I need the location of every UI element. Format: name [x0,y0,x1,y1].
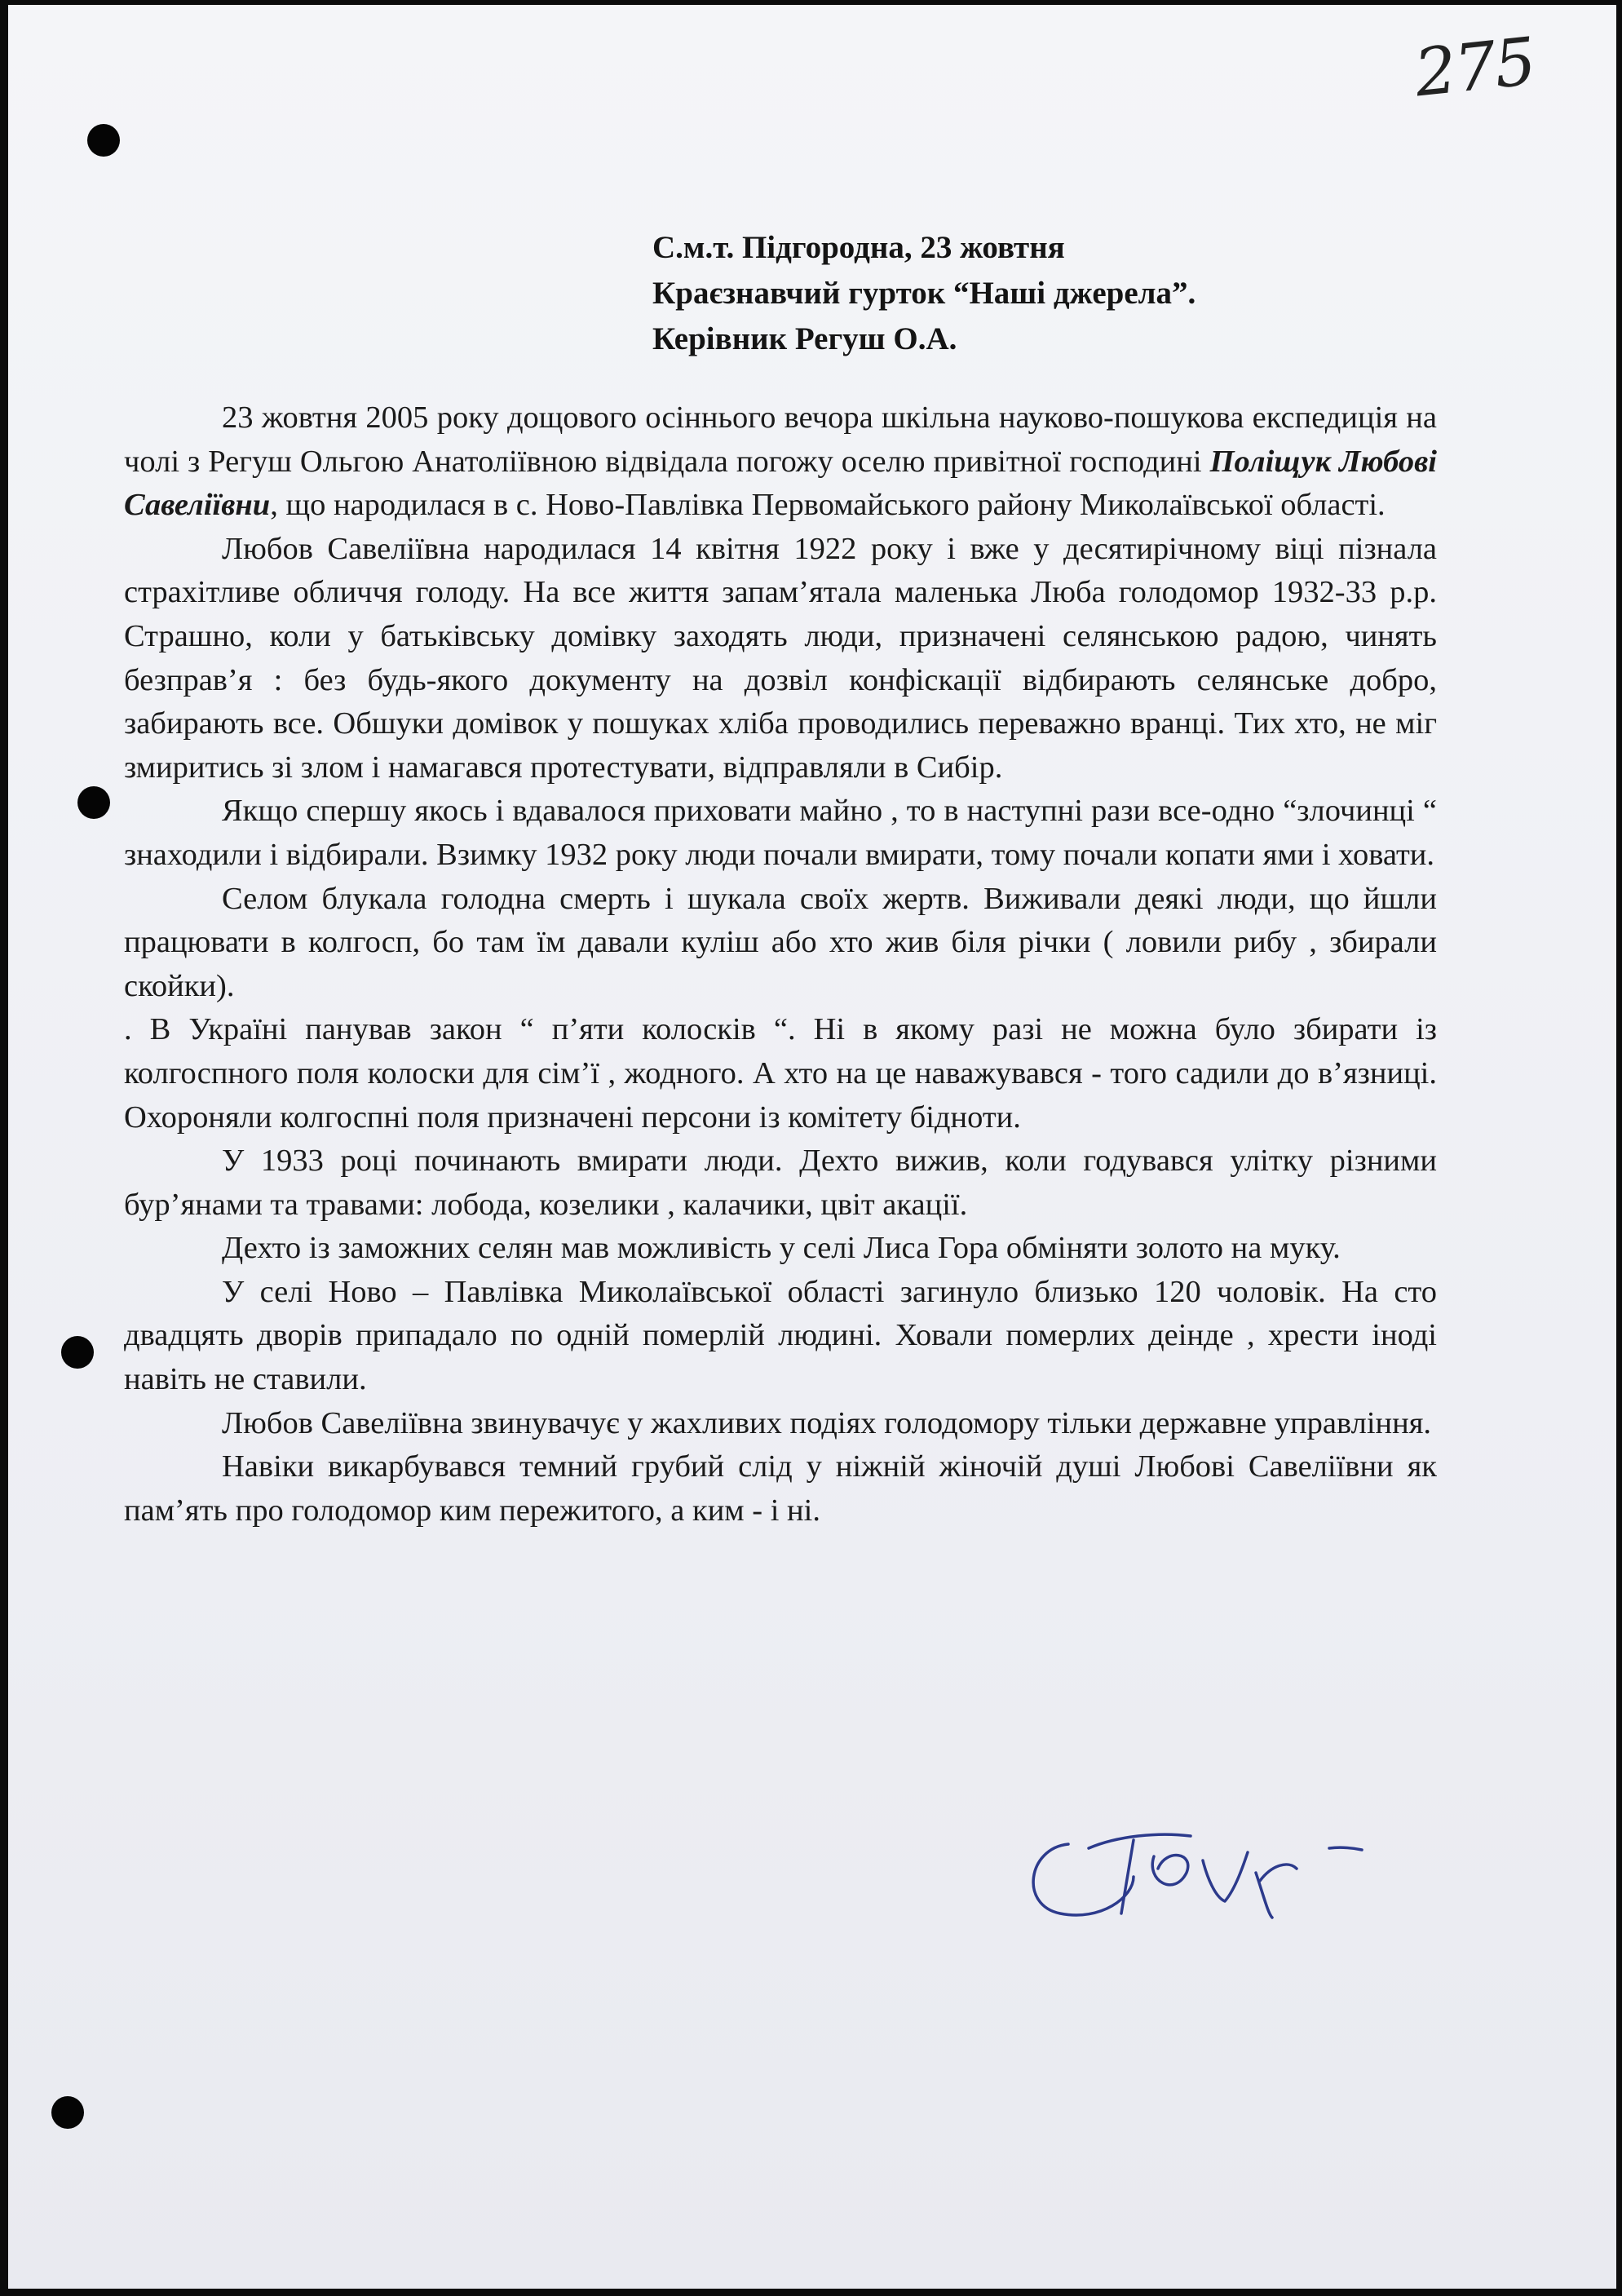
document-body [124,396,1437,1533]
paragraph-8: У селі Ново – Павлівка Миколаївської області загинуло близько 120 чоловік. На сто двадцять дворів припадало по одній померлій людині. Ховали померлих деінде , хрести іноді навіть не ставили. [124,1274,1437,1397]
paragraph-1: 23 жовтня 2005 року дощового осіннього вечора шкільна науково-пошукова експедиція на чолі з Регуш Ольгою Анатоліївною відвідала погожу оселю привітної господині Поліщук Любові Савеліївни, що народилася в с. Ново-Павлівка Первомайського району Миколаївської області. [124,400,1437,523]
punch-hole [61,1336,94,1369]
punch-hole [77,786,110,819]
paragraph-2: Любов Савеліївна народилася 14 квітня 1922 року і вже у десятирічному віці пізнала страхітливе обличчя голоду. На все життя запам’ятала маленька Люба голодомор 1932-33 р.р. Страшно, коли у батьківську домівку заходять люди, призначені селянською радою, чинять безправ’я : без будь-якого документу на дозвіл конфіскації відбирають селянське добро, забирають все. Обшуки домівок у пошуках хліба проводились переважно вранці. Тих хто, не міг змиритись зі злом і намагався протестувати, відправляли в Сибір. [124,531,1437,785]
document-header [652,225,1386,362]
paragraph-3: Якщо спершу якось і вдавалося приховати майно , то в наступні рази все-одно “злочинці “ знаходили і відбирали. Взимку 1932 року люди почали вмирати, тому почали копати ями і ховати. [124,794,1437,872]
interviewee-name: Поліщук Любові Савеліївни [124,444,1437,523]
handwritten-signature [1011,1799,1419,1930]
paragraph-10: Навіки викарбувався темний грубий слід у ніжній жіночій душі Любові Савеліївни як пам’ять про голодомор ким пережитого, а ким - і ні. [124,1449,1437,1528]
header-place-date: С.м.т. Підгородна, 23 жовтня [652,230,1065,265]
header-supervisor: Керівник Регуш О.А. [652,321,957,356]
paragraph-9: Любов Савеліївна звинувачує у жахливих подіях голодомору тільки державне управління. [222,1405,1432,1440]
punch-hole [51,2096,84,2129]
paragraph-5: . В Україні панував закон “ п’яти колосків “. Ні в якому разі не можна було збирати із колгоспного поля колоски для сім’ї , жодного. А хто на це наважувався - того садили до в’язниці. Охороняли колгоспні поля призначені персони із комітету бідноти. [124,1012,1437,1135]
punch-hole [87,124,120,157]
paragraph-7: Дехто із заможних селян мав можливість у селі Лиса Гора обміняти золото на муку. [222,1231,1341,1266]
document-page [8,5,1616,2289]
header-club-name: Краєзнавчий гурток “Наші джерела”. [652,276,1196,311]
paragraph-4: Селом блукала голодна смерть і шукала своїх жертв. Виживали деякі люди, що йшли працювати в колгосп, бо там їм давали куліш або хто жив біля річки ( ловили рибу , збирали скойки). [124,881,1437,1003]
paragraph-6: У 1933 році починають вмирати люди. Дехто вижив, коли годувався улітку різними бур’янами та травами: лобода, козелики , калачики, цвіт акації. [124,1144,1437,1222]
page-number: 275 [1411,23,1539,112]
